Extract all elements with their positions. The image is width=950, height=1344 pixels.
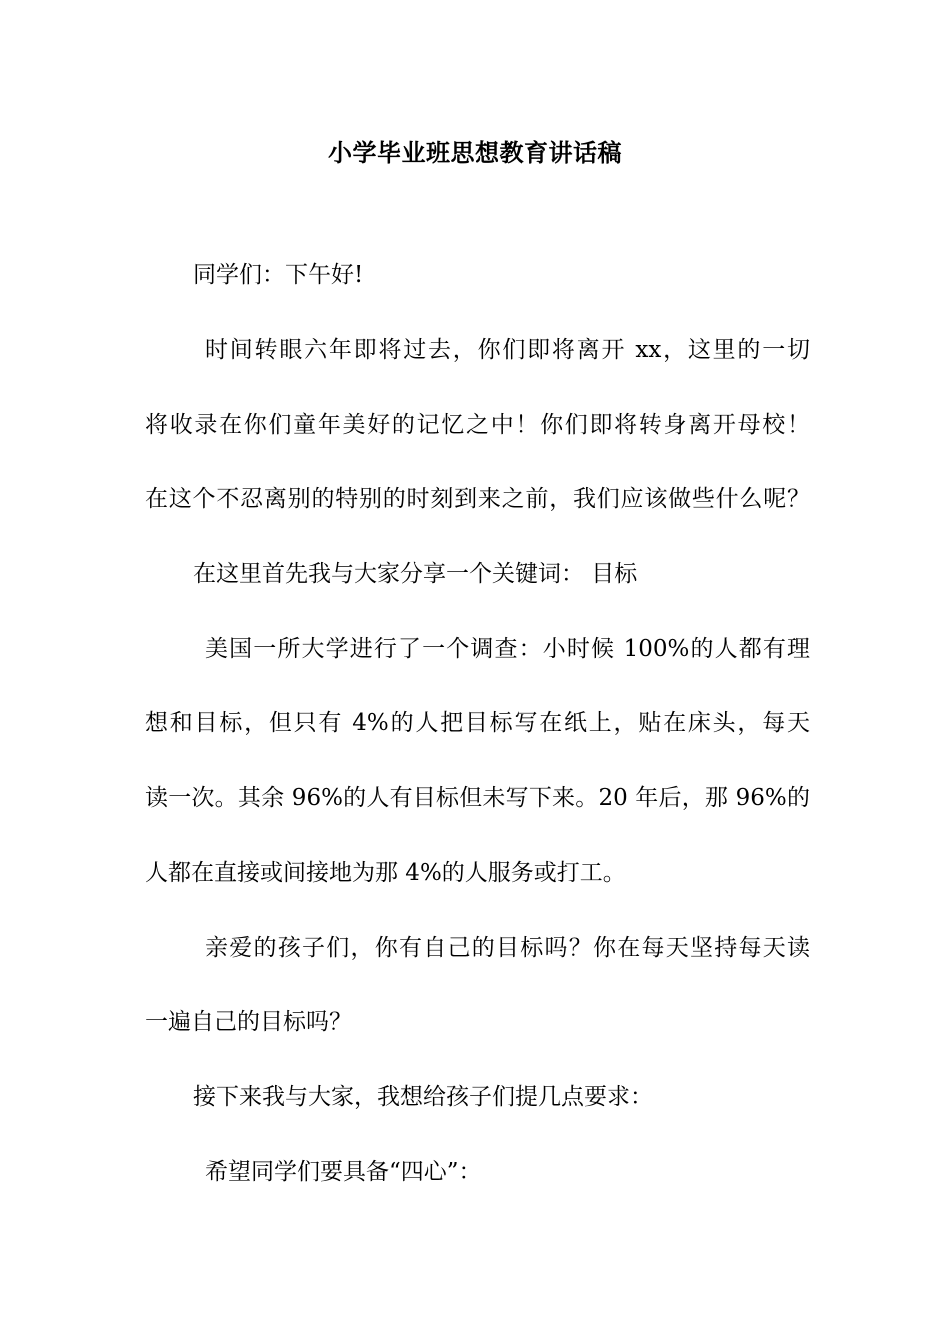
paragraph-line: 在这个不忍离别的特别的时刻到来之前，我们应该做些什么呢？	[145, 486, 810, 512]
document-title: 小学毕业班思想教育讲话稿	[328, 138, 622, 167]
paragraph-line: 时间转眼六年即将过去，你们即将离开 xx，这里的一切	[205, 337, 810, 363]
paragraph-line: 一遍自己的目标吗？	[145, 1009, 352, 1035]
paragraph-line: 将收录在你们童年美好的记忆之中！你们即将转身离开母校！	[145, 412, 810, 438]
paragraph-line: 接下来我与大家，我想给孩子们提几点要求：	[193, 1084, 653, 1110]
paragraph-line: 人都在直接或间接地为那 4%的人服务或打工。	[145, 860, 626, 886]
paragraph-line: 美国一所大学进行了一个调查：小时候 100%的人都有理	[205, 636, 810, 662]
paragraph-line: 希望同学们要具备“四心”：	[205, 1159, 482, 1185]
paragraph-line: 亲爱的孩子们，你有自己的目标吗？你在每天坚持每天读	[205, 935, 810, 961]
greeting-line: 同学们：下午好!	[193, 262, 364, 288]
keyword-line: 在这里首先我与大家分享一个关键词： 目标	[193, 561, 638, 587]
paragraph-line: 读一次。其余 96%的人有目标但未写下来。20 年后，那 96%的	[145, 785, 810, 811]
paragraph-line: 想和目标，但只有 4%的人把目标写在纸上，贴在床头，每天	[145, 710, 810, 736]
